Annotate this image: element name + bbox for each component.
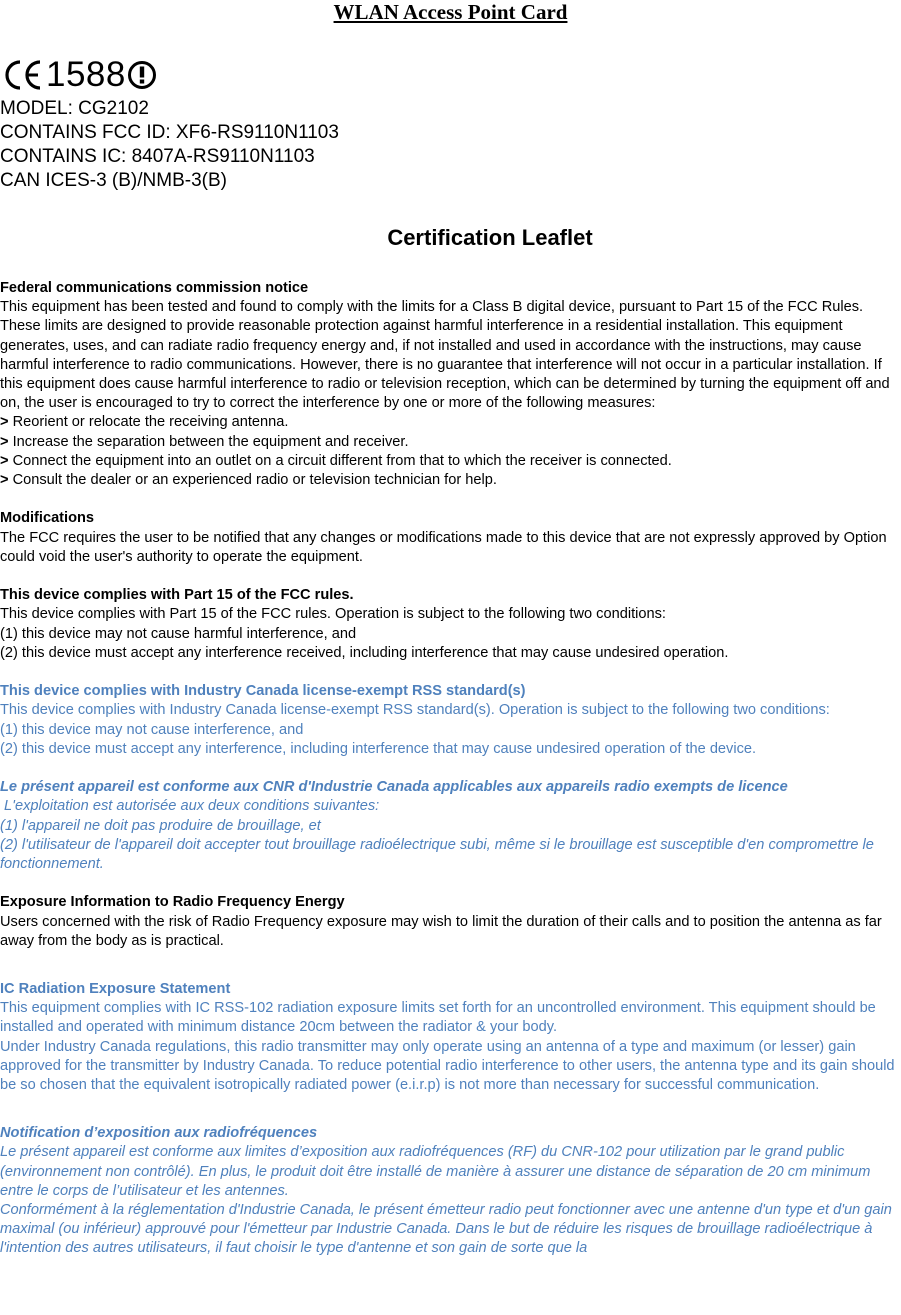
- cnr-french-line: L'exploitation est autorisée aux deux conditions suivantes:: [0, 798, 380, 815]
- ic-radiation-paragraph: This equipment complies with IC RSS-102 radiation exposure limits set forth for an uncontrolled environment. This equipment should be installed and operated with minimum distance 20cm between the radiator & your body.: [0, 1000, 876, 1036]
- part15-line: (1) this device may not cause harmful interference, and: [0, 625, 357, 642]
- part15-line: This device complies with Part 15 of the FCC rules. Operation is subject to the following two conditions:: [0, 606, 666, 623]
- ce-mark-icon: [2, 58, 44, 92]
- fcc-notice-text: This equipment has been tested and found to comply with the limits for a Class B digital device, pursuant to Part 15 of the FCC Rules. These limits are designed to provide reasonable protection against harmful interference in a residential installation. This equipment generates, uses, and can radiate radio frequency energy and, if not installed and used in accordance with the instructions, may cause harmful interference to radio communications. However, there is no guarantee that interference will not occur in a particular installation. If this equipment does cause harmful interference to radio or television reception, which can be determined by turning the equipment off and on, the user is encouraged to try to correct the interference by one or more of the following measures:: [0, 299, 890, 412]
- device-identifiers: [0, 97, 339, 193]
- modifications-heading: Modifications: [0, 510, 95, 527]
- measure-item: [0, 452, 901, 471]
- measure-item: [0, 433, 901, 452]
- ic-radiation-section: [0, 980, 901, 1095]
- ic-id-line: CONTAINS IC: 8407A-RS9110N1103: [0, 146, 315, 167]
- ic-radiation-heading: IC Radiation Exposure Statement: [0, 981, 231, 998]
- measure-text: Reorient or relocate the receiving antenna.: [12, 414, 289, 431]
- fcc-id-line: CONTAINS FCC ID: XF6-RS9110N1103: [0, 122, 339, 143]
- measure-text: Connect the equipment into an outlet on a circuit different from that to which the receiver is connected.: [12, 452, 672, 469]
- modifications-text: The FCC requires the user to be notified that any changes or modifications made to this device that are not expressly approved by Option could void the user's authority to operate the equipment.: [0, 529, 887, 565]
- bullet-marker: >: [0, 472, 9, 489]
- part15-line: (2) this device must accept any interference received, including interference that may cause undesired operation.: [0, 644, 729, 661]
- cnr-french-section: [0, 778, 901, 874]
- document-title: WLAN Access Point Card: [333, 0, 568, 24]
- modifications-section: [0, 509, 901, 567]
- bullet-marker: >: [0, 414, 9, 431]
- ic-radiation-paragraph: Under Industry Canada regulations, this radio transmitter may only operate using an antenna of a type and maximum (or lesser) gain approved for the transmitter by Industry Canada. To reduce potential radio interference to other users, the antenna type and its gain should be so chosen that the equivalent isotropically radiated power (e.i.r.p) is not more than necessary for successful communication.: [0, 1038, 895, 1094]
- measure-text: Increase the separation between the equipment and receiver.: [12, 433, 409, 450]
- fcc-notice-heading: Federal communications commission notice: [0, 280, 309, 296]
- ic-rss-line: (1) this device may not cause interference, and: [0, 721, 304, 738]
- part15-section: [0, 586, 901, 663]
- bullet-marker: >: [0, 452, 9, 469]
- rf-exposure-section: [0, 893, 901, 951]
- model-line: MODEL: CG2102: [0, 98, 149, 119]
- cnr-french-line: (2) l'utilisateur de l'appareil doit accepter tout brouillage radioélectrique subi, même si le brouillage est susceptible d'en compromettre le fonctionnement.: [0, 836, 874, 873]
- rf-french-heading: Notification d’exposition aux radiofréquences: [0, 1125, 318, 1142]
- measure-item: [0, 413, 901, 432]
- fcc-notice-section: [0, 279, 901, 490]
- ic-rss-line: This device complies with Industry Canada license-exempt RSS standard(s). Operation is subject to the following two conditions:: [0, 702, 830, 719]
- rf-french-section: [0, 1124, 901, 1258]
- bullet-marker: >: [0, 433, 9, 450]
- ic-rss-section: [0, 682, 901, 759]
- measure-item: [0, 471, 901, 490]
- notified-body-number: 1588: [46, 55, 126, 94]
- cnr-french-line: (1) l'appareil ne doit pas produire de brouillage, et: [0, 817, 321, 834]
- rf-french-paragraph: Conformément à la réglementation d'Industrie Canada, le présent émetteur radio peut fonctionner avec une antenne d'un type et d'un gain maximal (ou inférieur) approuvé pour l'émetteur par Industrie Canada. Dans le but de réduire les risques de brouillage radioélectrique à l'intention des autres utilisateurs, il faut choisir le type d'antenne et son gain de sorte que la: [0, 1202, 892, 1257]
- rf-french-paragraph: Le présent appareil est conforme aux limites d’exposition aux radiofréquences (RF) du CNR-102 pour utilization par le grand public (environnement non contrôlé). En plus, le produit doit être installé de manière à assurer une distance de séparation de 20 cm minimum entre le corps de l’utilisateur et les antennes.: [0, 1144, 871, 1199]
- leaflet-body: [0, 279, 901, 1259]
- ic-rss-line: (2) this device must accept any interference, including interference that may cause undesired operation of the device.: [0, 740, 757, 757]
- alert-class-ii-icon: [127, 60, 157, 90]
- rf-exposure-text: Users concerned with the risk of Radio Frequency exposure may wish to limit the duration of their calls and to position the antenna as far away from the body as is practical.: [0, 913, 882, 949]
- rf-exposure-heading: Exposure Information to Radio Frequency Energy: [0, 894, 345, 911]
- ic-rss-heading: This device complies with Industry Canada license-exempt RSS standard(s): [0, 683, 526, 700]
- regulatory-marks: [2, 55, 157, 95]
- leaflet-title: Certification Leaflet: [387, 225, 593, 250]
- cnr-french-heading: Le présent appareil est conforme aux CNR d'Industrie Canada applicables aux appareils radio exempts de licence: [0, 779, 788, 796]
- measure-text: Consult the dealer or an experienced radio or television technician for help.: [12, 472, 497, 489]
- part15-heading: This device complies with Part 15 of the FCC rules.: [0, 587, 354, 604]
- ices-line: CAN ICES-3 (B)/NMB-3(B): [0, 170, 227, 191]
